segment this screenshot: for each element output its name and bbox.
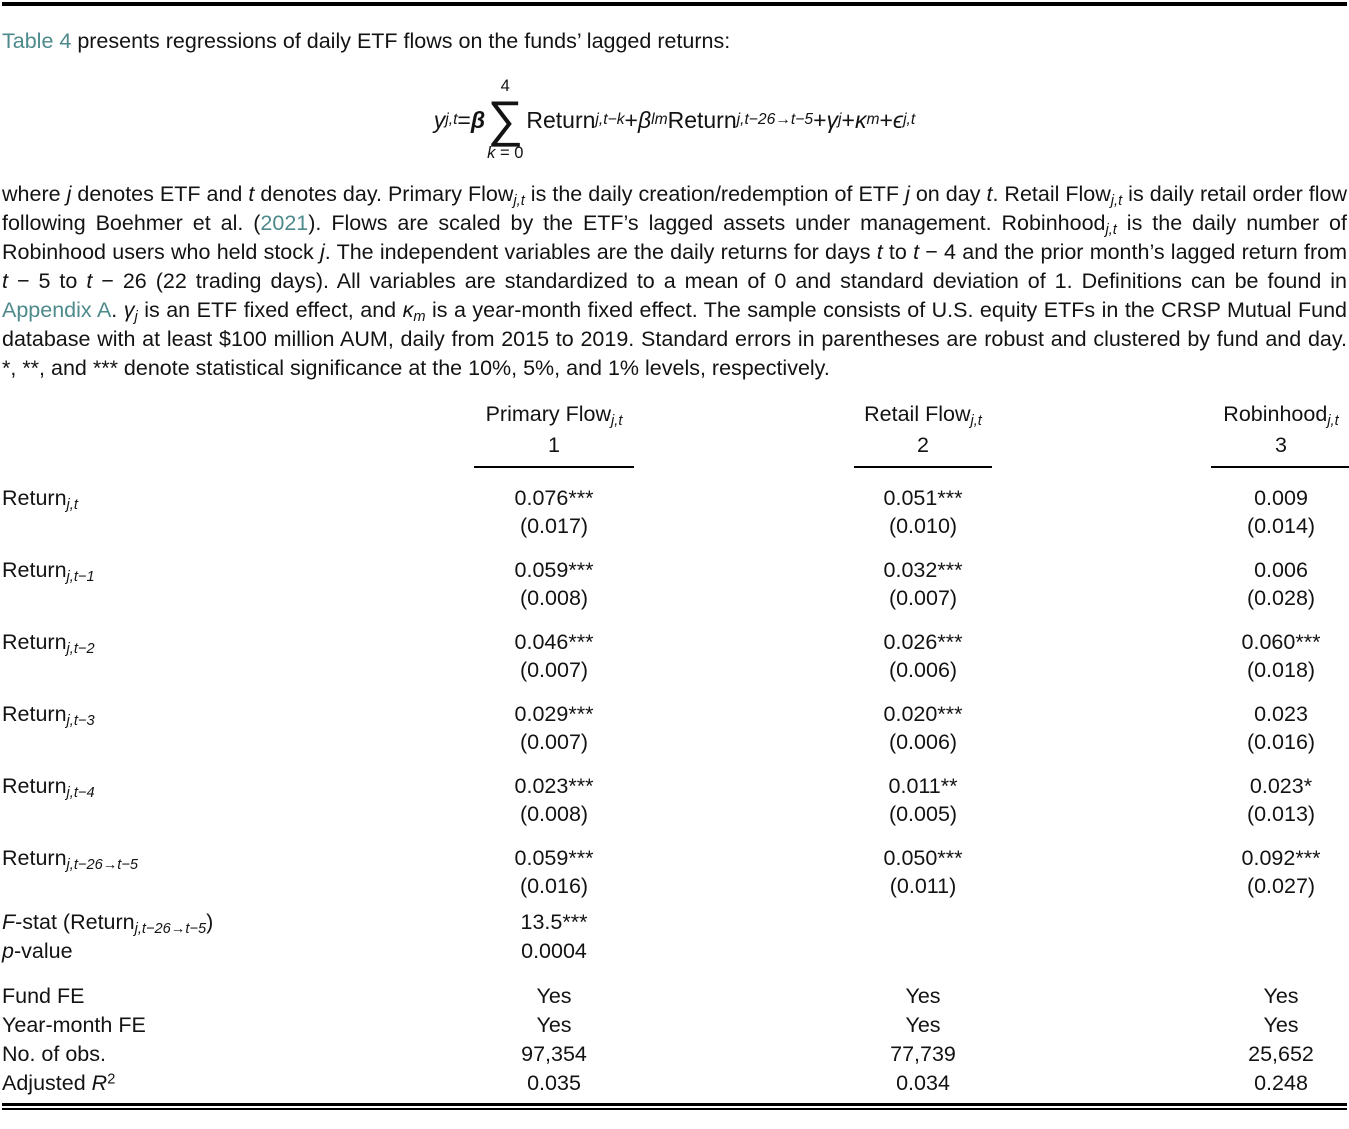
cell: 0.035 [527,1071,581,1095]
coefficient-value: 0.059*** [514,558,594,582]
stat-row [2,937,1347,966]
table-caption-intro [2,27,1347,56]
text-segment: Return [2,486,67,510]
standard-error: (0.027) [1246,874,1316,898]
coefficient-value: 0.023 [1254,702,1308,726]
cell: Yes [536,1013,572,1037]
footer-row [2,1069,1347,1098]
text-segment: t [913,240,920,264]
text-segment: j,t−2 [66,641,95,658]
col-number-2: 2 [854,433,992,468]
coefficient-value: 0.011** [888,774,958,798]
standard-error: (0.008) [519,802,589,826]
row-label [2,844,474,900]
standard-error: (0.016) [1246,730,1316,754]
cell [474,844,634,900]
text-segment: is daily retail order flow following Boehmer et al. ( [2,182,1347,235]
text-segment: p [2,939,14,963]
row-label [2,1040,474,1069]
text-segment: m [413,309,426,326]
standard-error: (0.011) [889,874,957,898]
coef-row [2,844,1347,900]
cell [474,556,634,612]
row-label [2,556,474,612]
text-segment: Year-month FE [2,1013,146,1037]
coefficient-value: 0.029*** [514,702,594,726]
text-segment: F [2,910,16,934]
text-segment: − 4 and the prior month’s lagged return from [919,240,1347,264]
header-spacer [2,400,474,428]
text-segment: + [879,106,893,133]
standard-error: (0.018) [1246,658,1316,682]
coef-row [2,628,1347,684]
col-number-1: 1 [474,433,634,468]
sum-lower-limit [487,144,523,163]
column-number-row [2,433,1347,468]
text-segment: j,t [513,193,525,210]
text-segment: Return [526,106,596,133]
regression-table [2,400,1347,1098]
text-segment: t [86,269,93,293]
cell [854,772,992,828]
crossref-link[interactable]: 2021 [260,211,309,235]
summation-symbol [487,77,523,162]
text-segment: Return [2,558,67,582]
paper-page [0,2,1349,1110]
text-segment: = [457,106,471,133]
text-segment: 2 [107,1071,116,1088]
cell [1211,556,1349,612]
col-header-text: Robinhood [1223,402,1328,426]
text-segment: Return [2,774,67,798]
text-segment: − 5 to [7,269,87,293]
cell [474,628,634,684]
column-header-row [2,400,1347,428]
cell [854,484,992,540]
text-segment: denotes day. Primary Flow [254,182,514,206]
text-segment: Return [2,630,67,654]
text-segment: γ [123,298,135,322]
text-segment: Adjusted [2,1071,92,1095]
text-segment: j [134,309,138,326]
text-segment: γ [826,106,839,133]
col-header-subscript: j,t [1327,413,1339,430]
text-segment: . Retail Flow [992,182,1111,206]
cell [854,556,992,612]
text-segment: j,t [1110,193,1123,210]
col-header-robinhood [1211,400,1349,428]
cell [474,700,634,756]
coefficient-value: 0.059*** [514,846,594,870]
standard-error: (0.017) [519,514,589,538]
cell: 0.248 [1254,1071,1308,1095]
coefficient-value: 0.046*** [514,630,594,654]
cell [1211,484,1349,540]
text-segment: j,t [66,497,78,514]
row-label [2,982,474,1011]
coefficient-value: 0.023* [1249,774,1313,798]
standard-error: (0.013) [1246,802,1316,826]
cell: 77,739 [890,1042,956,1066]
text-segment: j [66,182,72,206]
row-label [2,700,474,756]
cell [854,844,992,900]
cell [1211,628,1349,684]
text-segment: j,t−4 [66,785,95,802]
coef-row [2,556,1347,612]
cell: 97,354 [521,1042,587,1066]
text-segment: R [91,1071,108,1095]
cell: 13.5*** [520,910,588,934]
text-segment: Return [2,846,67,870]
text-segment: j,t [1105,222,1117,239]
cell [854,937,992,966]
coefficient-value: 0.020*** [883,702,963,726]
text-segment: j,t−1 [66,569,95,586]
text-segment: is the daily creation/redemption of ETF [524,182,906,206]
text-segment: κ [402,298,414,322]
standard-error: (0.008) [519,586,589,610]
coefficient-value: 0.032*** [883,558,963,582]
col-number-3: 3 [1211,433,1349,468]
coefficient-value: 0.006 [1254,558,1308,582]
footer-row [2,1011,1347,1040]
text-segment: t [876,240,883,264]
cell [854,700,992,756]
text-segment: denotes ETF and [71,182,249,206]
text-segment: Return [667,106,737,133]
sigma-glyph: ∑ [487,91,524,148]
text-segment: . The independent variables are the daily returns for days [324,240,877,264]
row-label [2,908,474,937]
standard-error: (0.016) [519,874,589,898]
text-segment: j [905,182,910,206]
cell [474,484,634,540]
text-segment: -stat (Return [15,910,135,934]
sum-upper-limit: 4 [500,77,510,96]
crossref-link[interactable]: Appendix A [2,298,112,322]
text-segment: Return [2,702,67,726]
text-segment: t [2,269,8,293]
standard-error: (0.014) [1246,514,1316,538]
text-segment: κ [854,106,867,133]
header-spacer [2,433,474,468]
text-segment: + [841,106,855,133]
footer-row [2,982,1347,1011]
row-label [2,1011,474,1040]
col-header-retail-flow [854,400,992,428]
text-segment: = 0 [495,143,524,162]
standard-error: (0.007) [888,586,958,610]
regression-equation: y j,t = β 4 ∑ k = 0 Return j,t−k + β lm Return j,t−26→t−5 + γ j + κ m + ϵ j,t [433,77,916,162]
standard-error: (0.007) [519,730,589,754]
text-segment: + [624,106,638,133]
text-segment: j,t−26→t−5 [66,857,139,874]
standard-error: (0.007) [519,658,589,682]
coef-row [2,700,1347,756]
standard-error: (0.005) [888,802,958,826]
footer-row [2,1040,1347,1069]
coefficient-value: 0.092*** [1241,846,1321,870]
row-label [2,628,474,684]
row-label [2,1069,474,1098]
standard-error: (0.028) [1246,586,1316,610]
cell [1211,908,1349,937]
cell: Yes [1263,984,1299,1008]
text-segment: ) [206,910,214,934]
coefficient-value: 0.009 [1254,486,1308,510]
coefficient-value: 0.050*** [883,846,963,870]
coef-row [2,772,1347,828]
cell: Yes [536,984,572,1008]
standard-error: (0.006) [888,730,958,754]
standard-error: (0.010) [888,514,958,538]
text-segment: where [2,182,67,206]
stat-row [2,908,1347,937]
standard-error: (0.006) [888,658,958,682]
cell: 0.034 [896,1071,950,1095]
cell [1211,700,1349,756]
text-segment: is an ETF fixed effect, and [137,298,403,322]
text-segment: . [111,298,124,322]
cell: Yes [905,984,941,1008]
text-segment: j [319,240,325,264]
text-segment: ). Flows are scaled by the ETF’s lagged assets under management. Robinhood [308,211,1106,235]
cell [474,772,634,828]
cell [854,628,992,684]
cell: Yes [905,1013,941,1037]
text-segment: No. of obs. [2,1042,106,1066]
footer-rows [2,982,1347,1098]
row-label [2,772,474,828]
text-segment: + [813,106,827,133]
cell [854,908,992,937]
col-header-primary-flow [474,400,634,428]
text-segment: k [487,143,496,162]
col-header-text: Primary Flow [485,402,612,426]
text-segment: j,t−26→t−5 [134,921,207,938]
text-segment: − 26 (22 trading days). All variables are standardized to a mean of 0 and standard deviation of 1. Definitions can be found in [92,269,1347,293]
row-label [2,484,474,540]
text-segment: t [986,182,993,206]
text-segment: j,t−3 [66,713,95,730]
text-segment: on day [909,182,987,206]
coefficient-value: 0.026*** [883,630,963,654]
coefficient-value: 0.076*** [514,486,594,510]
crossref-link[interactable]: Table 4 [2,29,72,53]
col-header-subscript: j,t [970,413,982,430]
cell [1211,844,1349,900]
cell [1211,772,1349,828]
row-label [2,937,474,966]
text-segment: ϵ [892,106,904,133]
text-segment: y [433,106,446,133]
col-header-text: Retail Flow [864,402,971,426]
text-segment: presents regressions of daily ETF flows on the funds’ lagged returns: [71,29,731,53]
table-notes [2,180,1347,383]
text-segment: t [248,182,255,206]
coef-row [2,484,1347,540]
text-segment: -value [13,939,73,963]
text-segment: Fund FE [2,984,85,1008]
text-segment: is the daily number of Robinhood users who held stock [2,211,1347,264]
cell [1211,937,1349,966]
text-segment: β [637,106,652,133]
coef-rows [2,484,1347,900]
text-segment: is a year-month fixed effect. The sample consists of U.S. equity ETFs in the CRSP Mutual Fund database with at least $100 million AUM, daily from 2015 to 2019. Standard errors in parentheses are robust and clustered by fund and day. *, **, and *** denote statistical significance at the 10%, 5%, and 1% levels, respectively. [2,298,1348,380]
text-segment: to [882,240,914,264]
cell: Yes [1263,1013,1299,1037]
col-header-subscript: j,t [611,413,623,430]
stat-rows [2,908,1347,966]
coefficient-value: 0.060*** [1241,630,1321,654]
cell: 0.0004 [521,939,587,963]
table-top-rule [2,2,1347,6]
cell: 25,652 [1248,1042,1314,1066]
coefficient-value: 0.023*** [514,774,594,798]
text-segment: β [470,106,486,133]
table-bottom-rule [2,1103,1347,1110]
coefficient-value: 0.051*** [883,486,963,510]
